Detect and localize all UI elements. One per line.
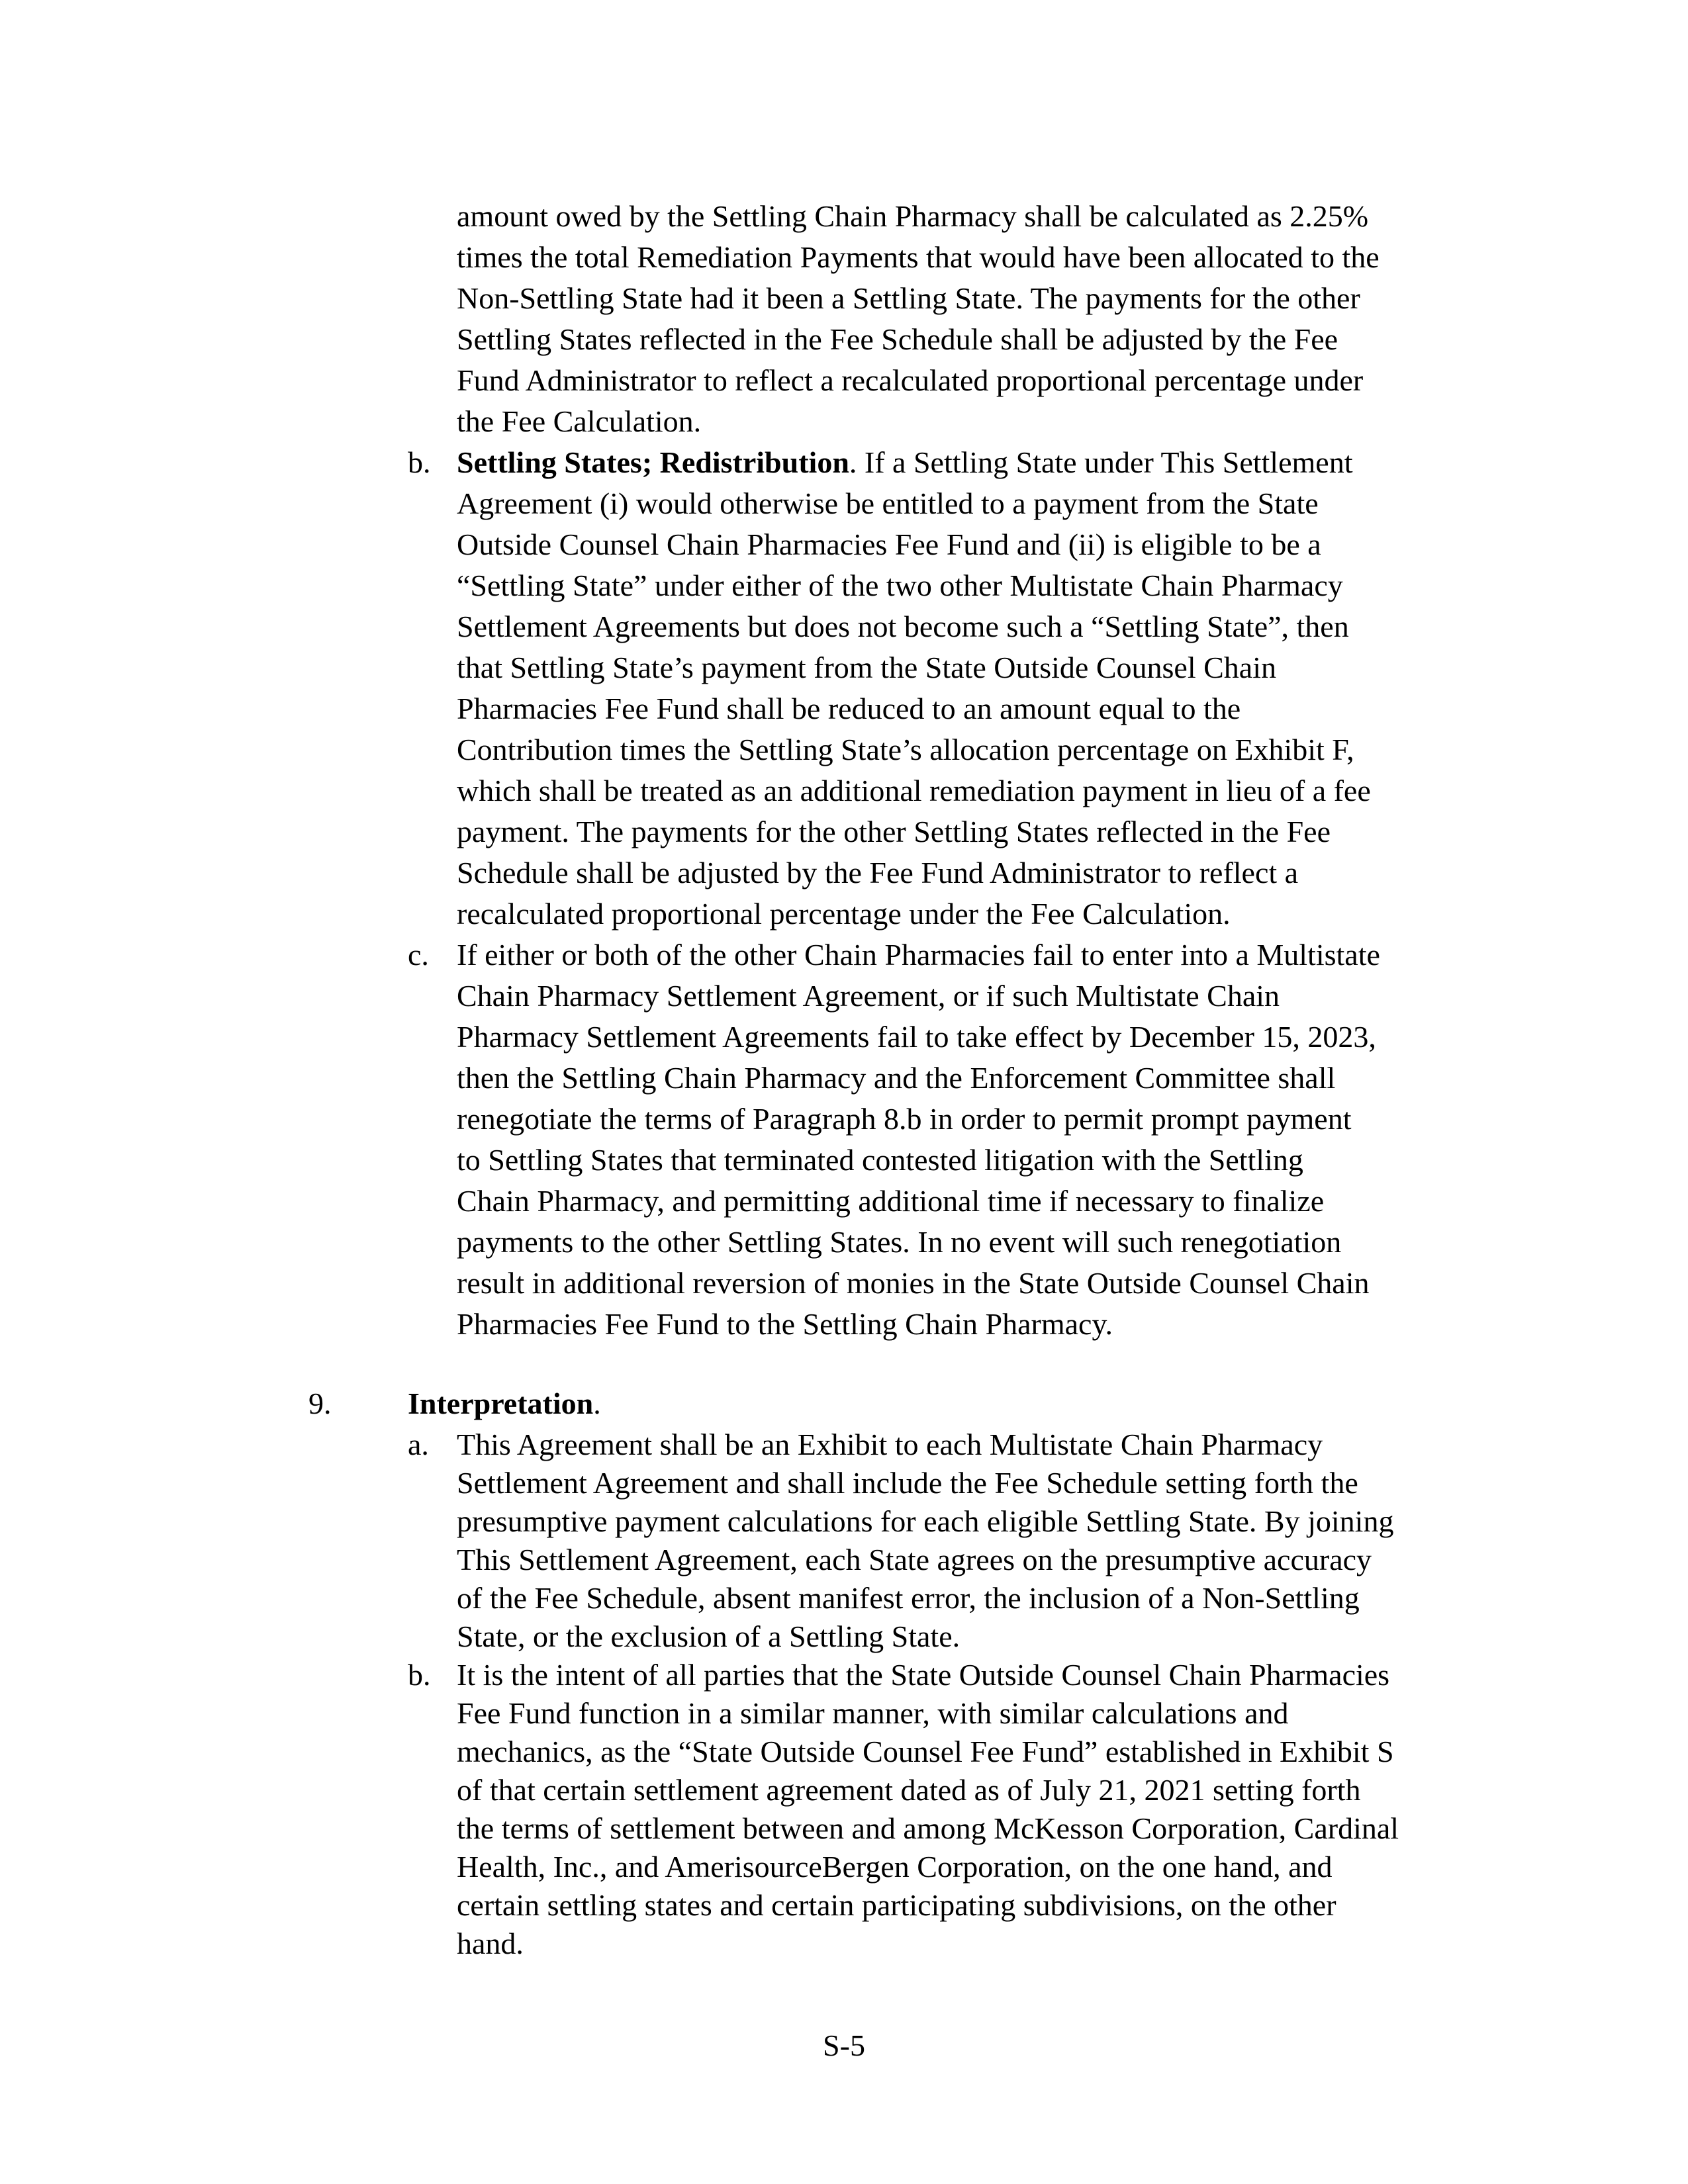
body-line: recalculated proportional percentage under the Fee Calculation. (457, 897, 1231, 931)
body-line: mechanics, as the “State Outside Counsel Fee Fund” established in Exhibit S (457, 1735, 1394, 1768)
body-line: Chain Pharmacy Settlement Agreement, or if such Multistate Chain (457, 979, 1280, 1013)
body-line: Contribution times the Settling State’s allocation percentage on Exhibit F, (457, 733, 1354, 766)
body-line: certain settling states and certain participating subdivisions, on the other (457, 1888, 1336, 1922)
list-marker: c. (408, 938, 429, 972)
body-line: If either or both of the other Chain Pharmacies fail to enter into a Multistate (457, 938, 1380, 972)
body-line: “Settling State” under either of the two other Multistate Chain Pharmacy (457, 569, 1343, 602)
body-line: of the Fee Schedule, absent manifest error, the inclusion of a Non-Settling (457, 1581, 1360, 1615)
section-number: 9. (308, 1387, 332, 1420)
item-heading: Settling States; Redistribution (457, 445, 849, 479)
body-line: Fund Administrator to reflect a recalculated proportional percentage under (457, 363, 1364, 397)
body-line: This Agreement shall be an Exhibit to each Multistate Chain Pharmacy (457, 1428, 1323, 1461)
body-line: hand. (457, 1927, 524, 1960)
body-line: result in additional reversion of monies in the State Outside Counsel Chain (457, 1266, 1370, 1300)
body-line: to Settling States that terminated contested litigation with the Settling (457, 1143, 1303, 1177)
list-marker: b. (408, 1658, 431, 1692)
item-heading-after: . If a Settling State under This Settlement (849, 445, 1353, 479)
body-line: renegotiate the terms of Paragraph 8.b in order to permit prompt payment (457, 1102, 1352, 1136)
list-marker: b. (408, 445, 431, 479)
body-line: State, or the exclusion of a Settling State. (457, 1619, 961, 1653)
body-line: of that certain settlement agreement dated as of July 21, 2021 setting forth (457, 1773, 1361, 1807)
list-marker: a. (408, 1428, 429, 1461)
body-line: Outside Counsel Chain Pharmacies Fee Fund and (ii) is eligible to be a (457, 527, 1321, 561)
body-line: Settling States reflected in the Fee Schedule shall be adjusted by the Fee (457, 322, 1338, 356)
body-line: It is the intent of all parties that the State Outside Counsel Chain Pharmacies (457, 1658, 1390, 1692)
body-line: Health, Inc., and AmerisourceBergen Corporation, on the one hand, and (457, 1850, 1333, 1884)
section-heading-line (408, 1383, 601, 1424)
page-number: S-5 (823, 2028, 865, 2062)
body-line: the Fee Calculation. (457, 404, 702, 438)
body-line: Settlement Agreement and shall include the Fee Schedule setting forth the (457, 1466, 1358, 1500)
body-line: times the total Remediation Payments that would have been allocated to the (457, 240, 1380, 274)
body-line: Pharmacy Settlement Agreements fail to take effect by December 15, 2023, (457, 1020, 1376, 1054)
body-line: which shall be treated as an additional remediation payment in lieu of a fee (457, 774, 1371, 807)
body-line: the terms of settlement between and among McKesson Corporation, Cardinal (457, 1811, 1399, 1845)
body-line: payment. The payments for the other Settling States reflected in the Fee (457, 815, 1331, 848)
section-heading: Interpretation (408, 1387, 594, 1420)
body-line: that Settling State’s payment from the State Outside Counsel Chain (457, 651, 1277, 684)
body-line: Pharmacies Fee Fund shall be reduced to an amount equal to the (457, 692, 1241, 725)
body-line: then the Settling Chain Pharmacy and the Enforcement Committee shall (457, 1061, 1336, 1095)
body-line: Settlement Agreements but does not become such a “Settling State”, then (457, 610, 1349, 643)
body-line: Fee Fund function in a similar manner, with similar calculations and (457, 1696, 1289, 1730)
body-line: Non-Settling State had it been a Settling State. The payments for the other (457, 281, 1360, 315)
body-line: presumptive payment calculations for each eligible Settling State. By joining (457, 1504, 1394, 1538)
body-line: amount owed by the Settling Chain Pharmacy shall be calculated as 2.25% (457, 199, 1369, 233)
body-line: Agreement (i) would otherwise be entitled to a payment from the State (457, 486, 1319, 520)
item-heading-line (457, 442, 1496, 483)
body-line: Schedule shall be adjusted by the Fee Fund Administrator to reflect a (457, 856, 1299, 889)
section-heading-after: . (593, 1387, 601, 1420)
body-line: This Settlement Agreement, each State agrees on the presumptive accuracy (457, 1543, 1372, 1576)
body-line: payments to the other Settling States. In no event will such renegotiation (457, 1225, 1342, 1259)
body-line: Chain Pharmacy, and permitting additional time if necessary to finalize (457, 1184, 1325, 1218)
body-line: Pharmacies Fee Fund to the Settling Chain Pharmacy. (457, 1307, 1113, 1341)
